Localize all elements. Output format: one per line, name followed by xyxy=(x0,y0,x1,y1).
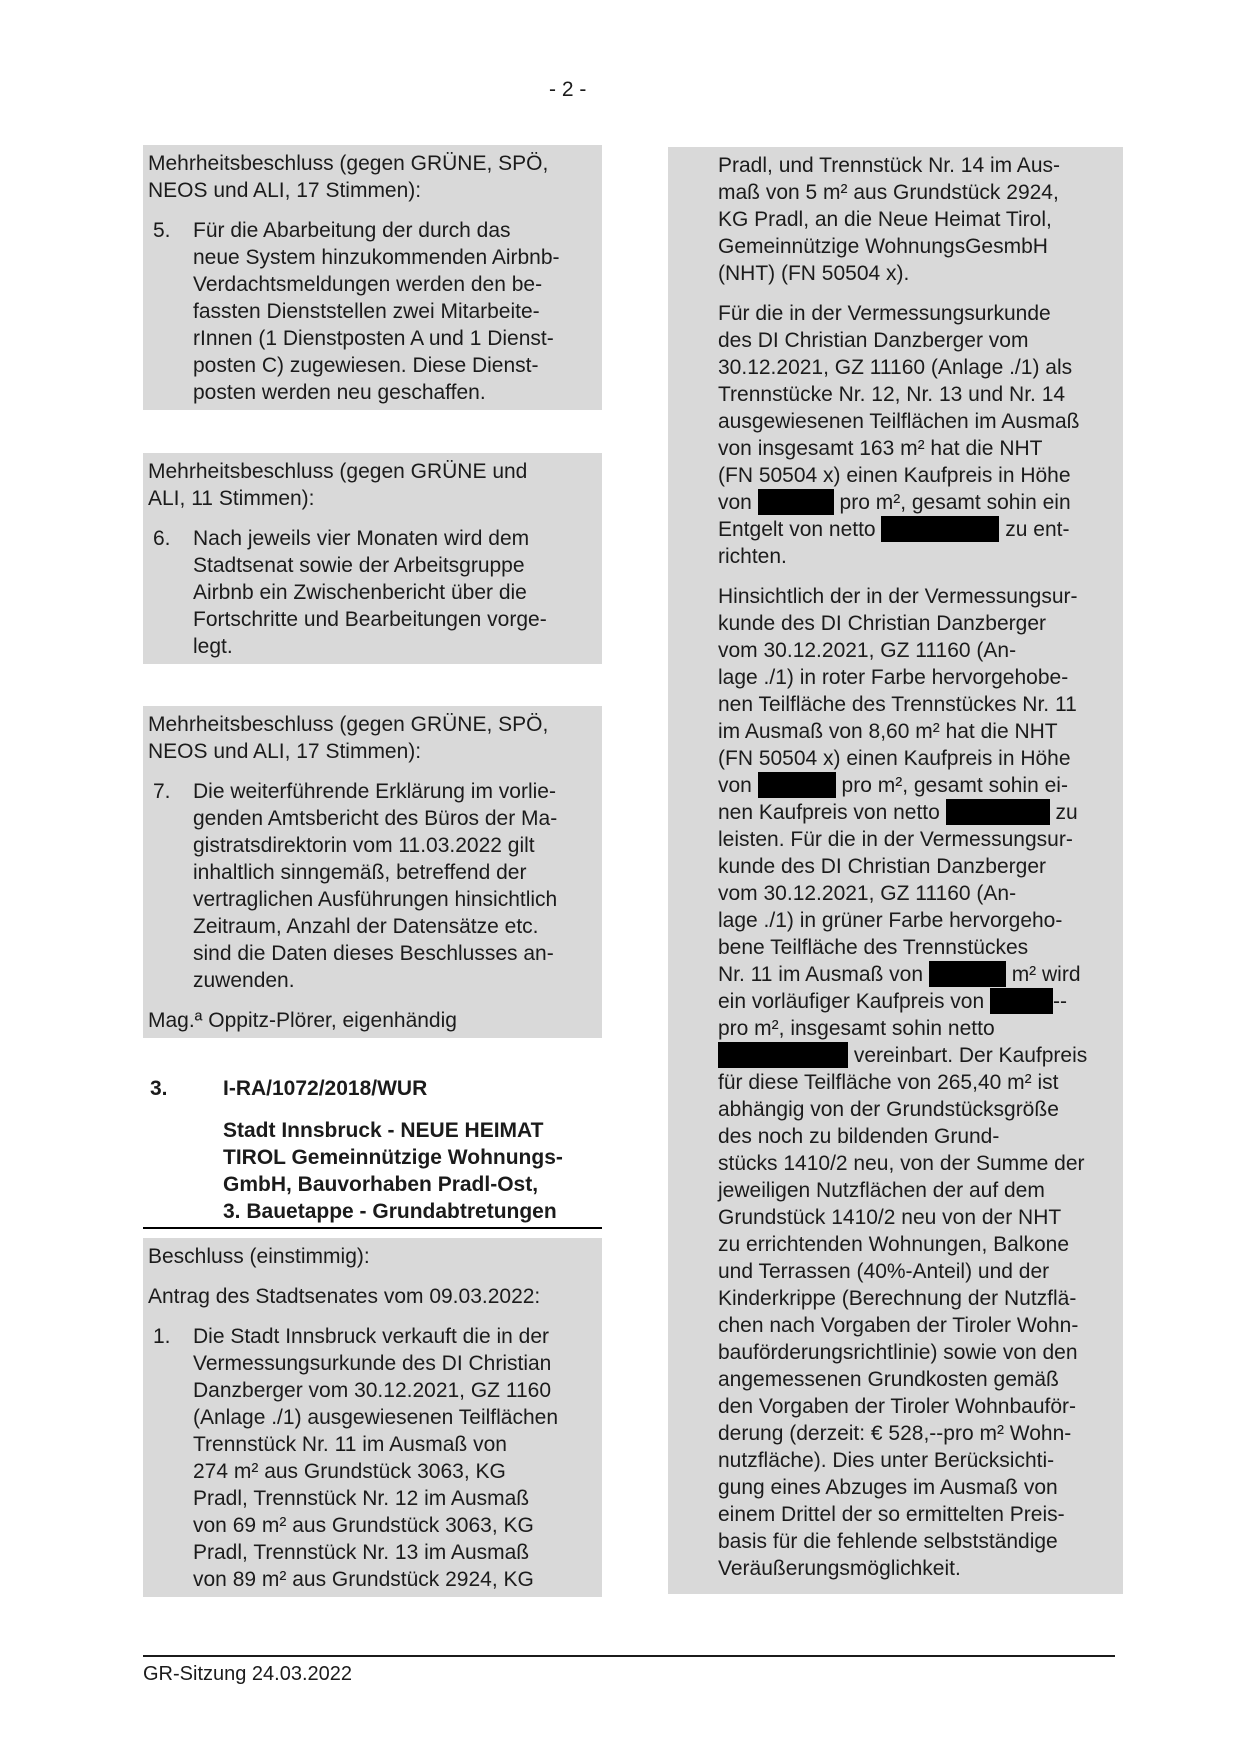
text-line: Fortschritte und Bearbeitungen vorge- xyxy=(193,608,547,631)
redaction-box xyxy=(990,988,1053,1014)
text-line: Nach jeweils vier Monaten wird dem xyxy=(193,527,530,550)
decision-block-6 xyxy=(143,453,602,664)
text-line: Nr. 11 im Ausmaß von m² wird xyxy=(718,963,1081,986)
item-text xyxy=(193,778,598,994)
text-line: chen nach Vorgaben der Tiroler Wohn- xyxy=(718,1314,1079,1337)
text-line: inhaltlich sinngemäß, betreffend der xyxy=(193,861,527,884)
text-line: Für die in der Vermessungsurkunde xyxy=(718,302,1051,325)
redaction-box xyxy=(718,1042,848,1068)
text-line: den Vorgaben der Tiroler Wohnbauför- xyxy=(718,1395,1077,1418)
text-line: Stadt Innsbruck - NEUE HEIMAT xyxy=(223,1119,544,1142)
heading-underline xyxy=(143,1227,602,1229)
text-line: TIROL Gemeinnützige Wohnungs- xyxy=(223,1146,563,1169)
item-text xyxy=(193,525,598,660)
text-line: Verdachtsmeldungen werden den be- xyxy=(193,273,543,296)
text-line: nen Kaufpreis von netto zu xyxy=(718,801,1078,824)
agenda-title xyxy=(143,1117,602,1225)
text-line: stücks 1410/2 neu, von der Summe der xyxy=(718,1152,1085,1175)
text-line: pro m², insgesamt sohin netto xyxy=(718,1017,995,1040)
text-line: des noch zu bildenden Grund- xyxy=(718,1125,1000,1148)
text-line: Pradl, Trennstück Nr. 13 im Ausmaß xyxy=(193,1541,530,1564)
text-line: und Terrassen (40%-Anteil) und der xyxy=(718,1260,1050,1283)
text-line: von pro m², gesamt sohin ei- xyxy=(718,774,1068,797)
paragraph-1 xyxy=(718,152,1117,287)
text-line: vereinbart. Der Kaufpreis xyxy=(718,1042,1117,1069)
agenda-item-3-heading xyxy=(143,1075,602,1225)
item-text xyxy=(193,217,598,406)
text-line: fassten Dienststellen zwei Mitarbeite- xyxy=(193,300,540,323)
text-line: 30.12.2021, GZ 11160 (Anlage ./1) als xyxy=(718,356,1073,379)
text-line: sind die Daten dieses Beschlusses an- xyxy=(193,942,554,965)
item-number: 1. xyxy=(153,1325,171,1348)
redaction-box xyxy=(929,961,1006,987)
text-line: Hinsichtlich der in der Vermessungsur- xyxy=(718,585,1078,608)
text-line: Mehrheitsbeschluss (gegen GRÜNE, SPÖ, xyxy=(148,152,549,175)
text-line: kunde des DI Christian Danzberger xyxy=(718,612,1047,635)
text-line: Entgelt von netto zu ent- xyxy=(718,518,1070,541)
text-line: vertraglichen Ausführungen hinsichtlich xyxy=(193,888,558,911)
page-number: - 2 - xyxy=(549,78,587,101)
text-line: (NHT) (FN 50504 x). xyxy=(718,262,910,285)
text-line: im Ausmaß von 8,60 m² hat die NHT xyxy=(718,720,1058,743)
right-column xyxy=(668,147,1123,1594)
redaction-box xyxy=(946,799,1050,825)
item-number: 6. xyxy=(153,527,171,550)
text-line: (FN 50504 x) einen Kaufpreis in Höhe xyxy=(718,464,1071,487)
text-line: für diese Teilfläche von 265,40 m² ist xyxy=(718,1071,1059,1094)
text-line: 3. Bauetappe - Grundabtretungen xyxy=(223,1200,557,1223)
text-line: rInnen (1 Dienstposten A und 1 Dienst- xyxy=(193,327,554,350)
decision-block-5 xyxy=(143,145,602,410)
text-line: (FN 50504 x) einen Kaufpreis in Höhe xyxy=(718,747,1071,770)
text-line: derung (derzeit: € 528,--pro m² Wohn- xyxy=(718,1422,1072,1445)
text-line: nen Teilfläche des Trennstückes Nr. 11 xyxy=(718,693,1077,716)
text-line: lage ./1) in grüner Farbe hervorgeho- xyxy=(718,909,1063,932)
agenda-item-6 xyxy=(148,525,598,660)
text-line: legt. xyxy=(193,635,233,658)
resolution-block xyxy=(143,1238,602,1597)
resolution-subheader: Antrag des Stadtsenates vom 09.03.2022: xyxy=(148,1285,541,1308)
signature-line: Mag.ª Oppitz-Plörer, eigenhändig xyxy=(148,1009,457,1032)
decision-header xyxy=(148,711,598,765)
text-line: ALI, 11 Stimmen): xyxy=(148,487,315,510)
text-line: Zeitraum, Anzahl der Datensätze etc. xyxy=(193,915,539,938)
text-line: Gemeinnützige WohnungsGesmbH xyxy=(718,235,1048,258)
text-line: jeweiligen Nutzflächen der auf dem xyxy=(718,1179,1045,1202)
text-line: kunde des DI Christian Danzberger xyxy=(718,855,1047,878)
text-line: Grundstück 1410/2 neu von der NHT xyxy=(718,1206,1062,1229)
redaction-box xyxy=(758,772,836,798)
redaction-box xyxy=(881,516,999,542)
redaction-box xyxy=(758,489,834,515)
text-line: Veräußerungsmöglichkeit. xyxy=(718,1557,961,1580)
text-line: gung eines Abzuges im Ausmaß von xyxy=(718,1476,1058,1499)
text-line: angemessenen Grundkosten gemäß xyxy=(718,1368,1059,1391)
text-line: Mehrheitsbeschluss (gegen GRÜNE, SPÖ, xyxy=(148,713,549,736)
item-number: 7. xyxy=(153,780,171,803)
resolution-header: Beschluss (einstimmig): xyxy=(148,1245,370,1268)
text-line: Die Stadt Innsbruck verkauft die in der xyxy=(193,1325,550,1348)
text-line: Kinderkrippe (Berechnung der Nutzflä- xyxy=(718,1287,1077,1310)
text-line: von 69 m² aus Grundstück 3063, KG xyxy=(193,1514,534,1537)
text-line: neue System hinzukommenden Airbnb- xyxy=(193,246,560,269)
text-line: Mehrheitsbeschluss (gegen GRÜNE und xyxy=(148,460,528,483)
text-line: von insgesamt 163 m² hat die NHT xyxy=(718,437,1043,460)
agenda-number: 3. xyxy=(150,1077,168,1100)
text-line: Airbnb ein Zwischenbericht über die xyxy=(193,581,527,604)
paragraph-2 xyxy=(718,300,1117,570)
agenda-reference-line xyxy=(143,1075,602,1102)
text-line: Trennstücke Nr. 12, Nr. 13 und Nr. 14 xyxy=(718,383,1066,406)
text-line: NEOS und ALI, 17 Stimmen): xyxy=(148,740,422,763)
agenda-reference: I-RA/1072/2018/WUR xyxy=(223,1077,428,1100)
text-line: posten werden neu geschaffen. xyxy=(193,381,486,404)
text-line: posten C) zugewiesen. Diese Dienst- xyxy=(193,354,539,377)
decision-header xyxy=(148,458,598,512)
text-line: bauförderungsrichtlinie) sowie von den xyxy=(718,1341,1078,1364)
text-line: nutzfläche). Dies unter Berücksichti- xyxy=(718,1449,1055,1472)
text-line: Pradl, und Trennstück Nr. 14 im Aus- xyxy=(718,154,1060,177)
text-line: vom 30.12.2021, GZ 11160 (An- xyxy=(718,639,1017,662)
text-line: Pradl, Trennstück Nr. 12 im Ausmaß xyxy=(193,1487,530,1510)
text-line: Stadtsenat sowie der Arbeitsgruppe xyxy=(193,554,525,577)
decision-block-7 xyxy=(143,706,602,1038)
item-number: 5. xyxy=(153,219,171,242)
agenda-item-5 xyxy=(148,217,598,406)
text-line: von pro m², gesamt sohin ein xyxy=(718,491,1071,514)
text-line: Für die Abarbeitung der durch das xyxy=(193,219,511,242)
text-line: 274 m² aus Grundstück 3063, KG xyxy=(193,1460,506,1483)
text-line: Die weiterführende Erklärung im vorlie- xyxy=(193,780,556,803)
text-line: NEOS und ALI, 17 Stimmen): xyxy=(148,179,422,202)
text-line: zuwenden. xyxy=(193,969,295,992)
text-line: (Anlage ./1) ausgewiesenen Teilflächen xyxy=(193,1406,559,1429)
text-line: des DI Christian Danzberger vom xyxy=(718,329,1029,352)
text-line: ausgewiesenen Teilflächen im Ausmaß xyxy=(718,410,1080,433)
text-line: Vermessungsurkunde des DI Christian xyxy=(193,1352,552,1375)
text-line: gistratsdirektorin vom 11.03.2022 gilt xyxy=(193,834,535,857)
decision-header xyxy=(148,150,598,204)
agenda-item-7 xyxy=(148,778,598,994)
text-line: Trennstück Nr. 11 im Ausmaß von xyxy=(193,1433,507,1456)
text-line: genden Amtsbericht des Büros der Ma- xyxy=(193,807,558,830)
text-line: GmbH, Bauvorhaben Pradl-Ost, xyxy=(223,1173,539,1196)
text-line: vom 30.12.2021, GZ 11160 (An- xyxy=(718,882,1017,905)
text-line: von 89 m² aus Grundstück 2924, KG xyxy=(193,1568,534,1591)
text-line: ein vorläufiger Kaufpreis von -- xyxy=(718,990,1067,1013)
footer-text: GR-Sitzung 24.03.2022 xyxy=(143,1663,353,1685)
text-line: maß von 5 m² aus Grundstück 2924, xyxy=(718,181,1059,204)
text-line: Danzberger vom 30.12.2021, GZ 1160 xyxy=(193,1379,551,1402)
text-line: basis für die fehlende selbstständige xyxy=(718,1530,1058,1553)
resolution-item-1 xyxy=(148,1323,598,1593)
text-line: leisten. Für die in der Vermessungsur- xyxy=(718,828,1073,851)
text-line: richten. xyxy=(718,545,787,568)
text-line: KG Pradl, an die Neue Heimat Tirol, xyxy=(718,208,1052,231)
paragraph-3 xyxy=(718,583,1117,1582)
text-line: lage ./1) in roter Farbe hervorgehobe- xyxy=(718,666,1069,689)
text-line: einem Drittel der so ermittelten Preis- xyxy=(718,1503,1065,1526)
item-text xyxy=(193,1323,598,1593)
text-line: zu errichtenden Wohnungen, Balkone xyxy=(718,1233,1070,1256)
text-line: bene Teilfläche des Trennstückes xyxy=(718,936,1029,959)
footer-divider xyxy=(143,1655,1115,1657)
text-line: abhängig von der Grundstücksgröße xyxy=(718,1098,1059,1121)
